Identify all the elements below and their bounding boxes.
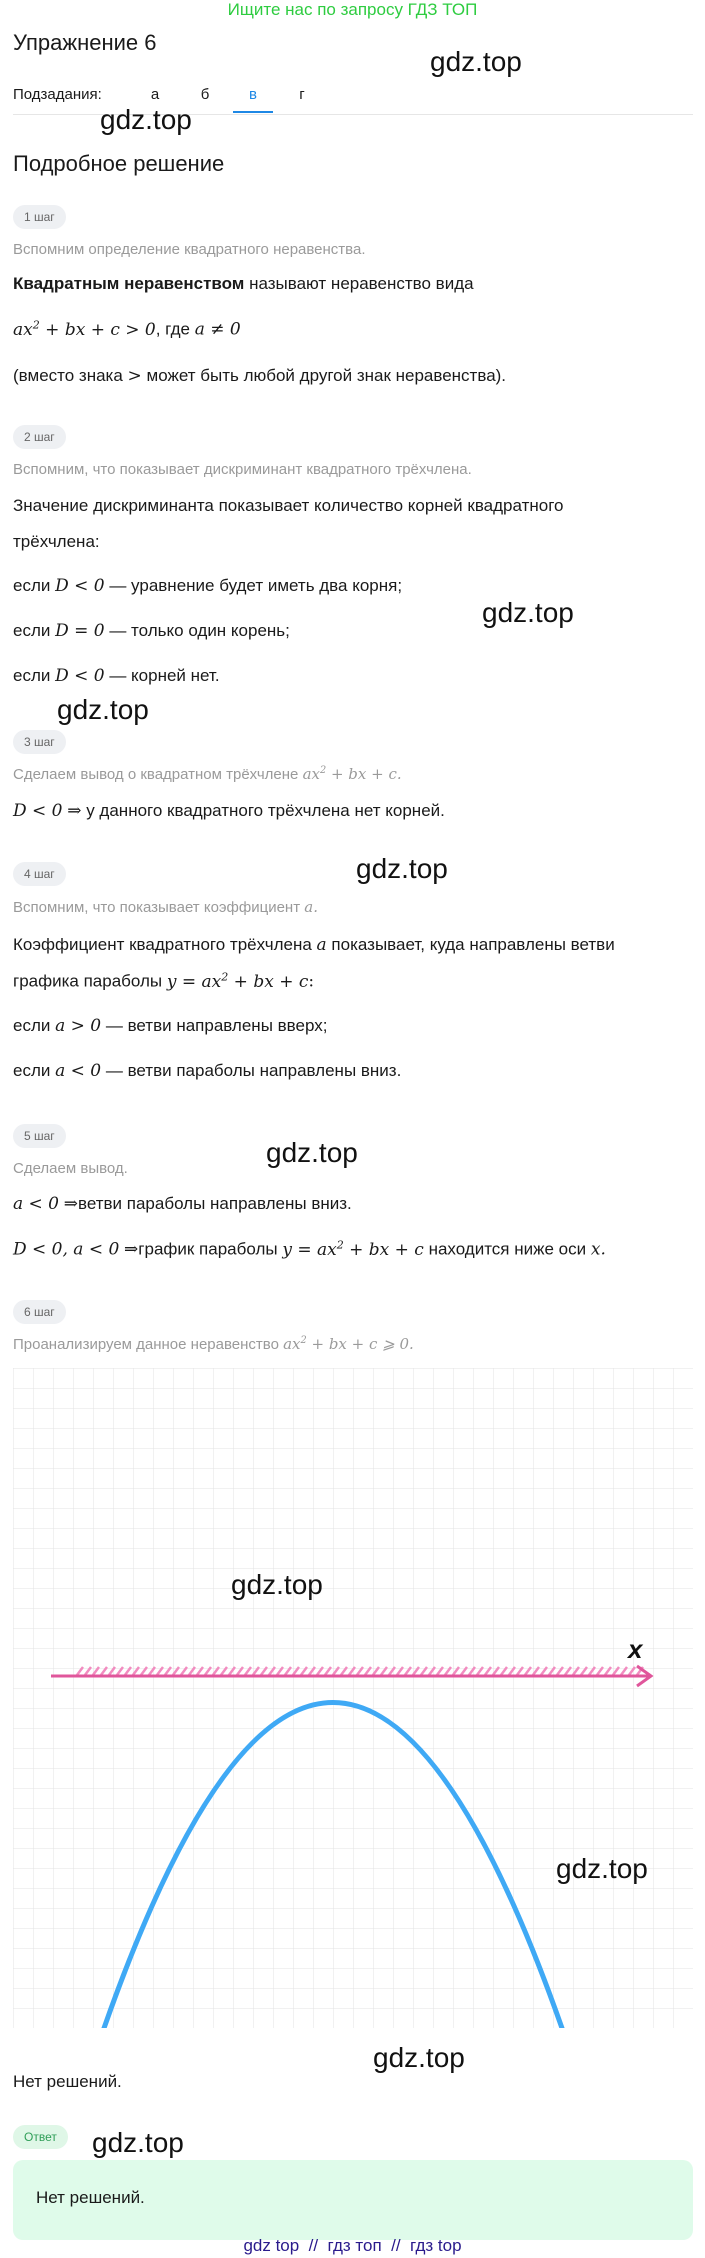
hint-text: Проанализируем данное неравенство [13,1336,279,1353]
step-badge: 1 шаг [13,205,66,229]
exercise-title: Упражнение 6 [13,30,157,55]
parabola-graph [13,1368,693,2028]
implies-sign: ⇒ [124,1239,139,1260]
text-line: Значение дискриминанта показывает количество корней квадратного [13,496,564,515]
condition: a < 0 [13,1194,60,1214]
definition-term: Квадратным неравенством [13,274,245,293]
greater-sign: > [127,366,142,386]
step-hint [13,1335,414,1353]
section-title: Подробное решение [13,151,225,176]
case-line [13,1061,401,1081]
conclusion-text: находится ниже оси [423,1239,587,1259]
definition-line [13,274,474,294]
conclusion-line [13,1194,352,1214]
step-hint: Вспомним определение квадратного неравенства. [13,241,366,258]
footer-links[interactable]: gdz top // гдз топ // гдз top [243,2236,462,2255]
parabola-formula: $y = ax^2$ + bx + c [166,970,309,992]
note-line [13,366,506,386]
case-text: — корней нет. [104,666,220,685]
x-axis-label: x [628,1634,643,1664]
step-badge: 2 шаг [13,425,66,449]
answer-badge: Ответ [13,2125,68,2149]
implies-sign: ⇒ [67,801,82,821]
step-badge: 5 шаг [13,1124,66,1148]
subtask-a[interactable]: а [150,86,160,103]
step-hint [13,898,318,916]
condition: a ≠ 0 [194,319,241,340]
if-word: если [13,1061,51,1080]
condition: a < 0 [55,1061,102,1081]
step-badge: 3 шаг [13,730,66,754]
watermark: gdz.top [356,853,448,884]
if-word: если [13,1016,51,1035]
active-tab-underline [233,111,273,113]
watermark: gdz.top [556,1853,648,1884]
step-badge: 6 шаг [13,1300,66,1324]
conclusion-text: у данного квадратного трёхчлена нет корней. [81,801,445,820]
condition: D = 0 [55,621,105,641]
conclusion-text: ветви параболы направлены вниз. [78,1194,352,1213]
condition: D < 0, a < 0 [13,1239,120,1260]
if-word: если [13,576,51,595]
watermark: gdz.top [92,2127,184,2158]
conclusion-line [13,801,445,821]
step-hint [13,765,402,783]
text-line: графика параболы $y = ax^2$ + bx + c: [13,970,315,992]
grid [13,1368,693,2028]
hint-variable: a. [304,898,318,916]
condition: D < 0 [13,801,63,821]
hint-text: Вспомним, что показывает коэффициент [13,899,301,916]
formula-tail: , где [155,319,190,339]
hint-formula: $ax^2$ + bx + c. [302,765,402,783]
answer-text: Нет решений. [36,2188,145,2207]
case-line [13,576,402,596]
text-part: Коэффициент квадратного трёхчлена [13,935,312,954]
condition: D < 0 [55,666,105,686]
watermark: gdz.top [100,104,192,135]
text-part: графика параболы [13,971,163,991]
watermark: gdz.top [482,597,574,628]
text-part: показывает, куда направлены ветви [326,935,615,954]
subtask-b[interactable]: б [200,86,210,103]
conclusion-line [13,1238,606,1260]
text-line [13,935,615,955]
subtask-v[interactable]: в [249,86,257,103]
case-text: — уравнение будет иметь два корня; [104,576,403,595]
hint-text: Сделаем вывод о квадратном трёхчлене [13,766,299,783]
note-b: может быть любой другой знак неравенства). [141,366,507,385]
subtasks-label: Подзадания: [13,86,102,103]
hint-formula: $ax^2$ + bx + c ⩾ 0. [283,1335,414,1353]
note-a: (вместо знака [13,366,128,385]
step-hint: Вспомним, что показывает дискриминант квадратного трёхчлена. [13,461,472,478]
step-hint: Сделаем вывод. [13,1160,128,1177]
top-banner[interactable]: Ищите нас по запросу ГДЗ ТОП [227,0,478,19]
conclusion-text: график параболы [138,1239,278,1259]
implies-sign: ⇒ [63,1194,78,1214]
watermark: gdz.top [430,46,522,77]
case-line [13,666,220,686]
case-text: — ветви направлены вверх; [101,1016,328,1035]
watermark: gdz.top [57,694,149,725]
subtask-g[interactable]: г [299,86,305,103]
watermark: gdz.top [266,1137,358,1168]
case-text: — только один корень; [104,621,290,640]
formula: $ax^2$ + bx + c > 0 [13,318,156,340]
general-formula [13,318,241,340]
text-line: трёхчлена: [13,532,100,551]
no-solution-text: Нет решений. [13,2072,122,2091]
step-badge: 4 шаг [13,862,66,886]
parabola-formula: $y = ax^2$ + bx + c [282,1238,424,1260]
watermark: gdz.top [373,2042,465,2073]
condition: D < 0 [55,576,105,596]
definition-rest: называют неравенство вида [244,274,474,293]
variable: a [316,935,327,955]
if-word: если [13,621,51,640]
case-line [13,621,290,641]
case-line [13,1016,327,1036]
axis-variable: x. [590,1239,606,1260]
condition: a > 0 [55,1016,102,1036]
case-text: — ветви параболы направлены вниз. [101,1061,402,1080]
watermark: gdz.top [231,1569,323,1600]
if-word: если [13,666,51,685]
